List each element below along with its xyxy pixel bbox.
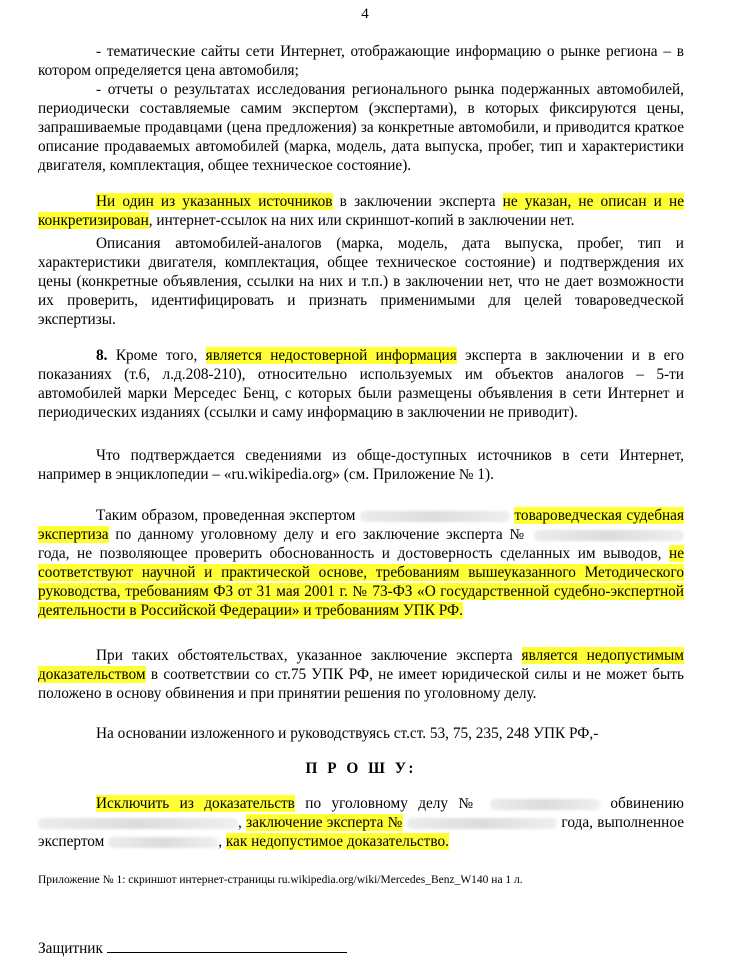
text: , [218, 833, 226, 850]
redacted-number [407, 818, 557, 829]
highlight: Исключить из доказательств [96, 795, 295, 812]
redacted-name [360, 511, 510, 522]
paragraph-2: - отчеты о результатах исследования регионального рынка подержанных автомобилей, периодически составляемые самим экспертом (экспертами), в которых фиксируются цены, запрашиваемые продавцами (цена предложения) за конкретные автомобили, и приводится краткое описание продаваемых автомобилей (марка, модель, дата выпуска, пробег, тип и характеристики двигателя, комплектация, общее техническое состояние). [38, 81, 684, 174]
highlight: как недопустимое доказательство. [225, 833, 449, 850]
text: по данному уголовному делу и его заключение эксперта № [108, 526, 528, 543]
paragraph-8 [38, 646, 684, 703]
text: , интернет-ссылок на них или скриншот-копий в заключении нет. [148, 212, 575, 229]
text: года, выполненное экспертом [38, 814, 684, 850]
highlight: товароведческая судебная экспертиза [38, 507, 684, 543]
paragraph-6: Что подтверждается сведениями из обще-доступных источников в сети Интернет, например в энциклопедии – «ru.wikipedia.org» (см. Приложение № 1). [38, 447, 684, 483]
page-number: 4 [361, 6, 369, 22]
paragraph-9: На основании изложенного и руководствуясь ст.ст. 53, 75, 235, 248 УПК РФ,- [96, 725, 599, 742]
highlight: не соответствуют научной и практической основе, требованиям вышеуказанного Методического руководства, требованиям ФЗ от 31 мая 2001 г. № 73-ФЗ «О государственной судебно-экспертной деятельности в Российской Федерации» и требованиям УПК РФ. [38, 545, 684, 619]
redacted-name [108, 837, 218, 848]
text: по уголовному делу № [294, 795, 490, 812]
paragraph-4: Описания автомобилей-аналогов (марка, модель, дата выпуска, пробег, тип и характеристики двигателя, комплектация, общее техническое состояние) и подтверждения их цены (конкретные объявления, ссылки на них и т.п.) в заключении нет, что не дает возможности их проверить, идентифицировать и признать применимыми для целей товароведческой экспертизы. [38, 235, 684, 328]
highlight: является недостоверной информация [205, 347, 457, 364]
paragraph-10 [38, 794, 684, 851]
text: Кроме того, [107, 347, 206, 364]
highlight: Ни один из указанных источников [96, 193, 333, 210]
redacted-defendant [38, 818, 238, 829]
signature-label: Защитник [38, 940, 103, 957]
signature-block [38, 938, 684, 958]
section-heading: П Р О Ш У: [305, 760, 417, 777]
highlight: не указан, не описан и не конкретизирован [38, 193, 684, 229]
text: При таких обстоятельствах, указанное заключение эксперта [96, 647, 522, 664]
paragraph-3 [38, 192, 684, 230]
highlight: является недопустимым доказательством [38, 647, 684, 683]
text: года, не позволяющее проверить обоснованность и достоверность сделанных им выводов, [38, 545, 670, 562]
text: в заключении эксперта [332, 193, 503, 210]
redacted-number [534, 530, 684, 541]
text: обвинению [599, 795, 684, 812]
redacted-case-number [490, 799, 600, 810]
paragraph-5 [38, 346, 684, 422]
text: эксперта в заключении и в его показаниях (т.6, л.д.208-210), относительно используемых им объектов аналогов – 5-ти автомобилей марки Мерседес Бенц, с которых были размещены объявления в сети Интернет и периодических изданиях (ссылки и саму информацию в заключении не приводит). [38, 347, 684, 421]
paragraph-7 [38, 506, 684, 620]
text: в соответствии со ст.75 УПК РФ, не имеет юридической силы и не может быть положено в основу обвинения и при принятии решения по уголовному делу. [38, 666, 684, 702]
appendix-note: Приложение № 1: скриншот интернет-страницы ru.wikipedia.org/wiki/Mercedes_Benz_W140 на 1 л. [38, 874, 523, 886]
highlight: заключение эксперта № [246, 814, 403, 831]
text: Таким образом, проведенная экспертом [96, 507, 360, 524]
text: , [238, 814, 247, 831]
signature-line [107, 938, 347, 953]
paragraph-1: - тематические сайты сети Интернет, отображающие информацию о рынке региона – в котором определяется цена автомобиля; [38, 43, 684, 79]
item-number: 8. [96, 347, 108, 364]
